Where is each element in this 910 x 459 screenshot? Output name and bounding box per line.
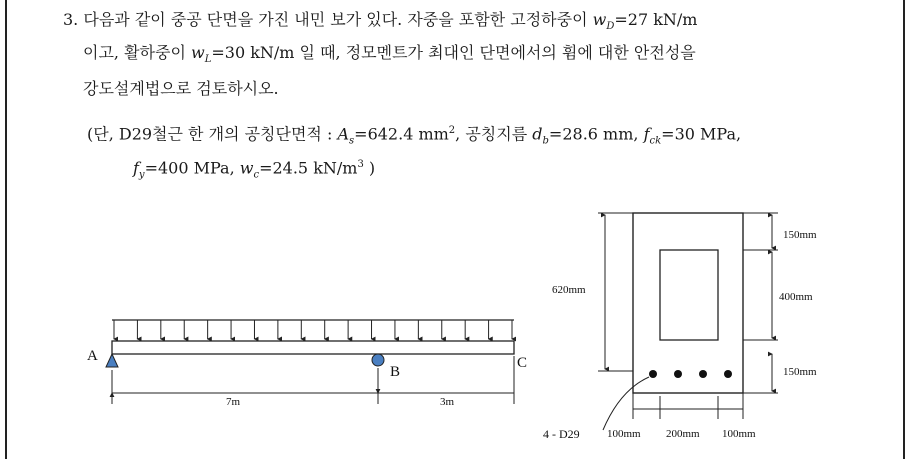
as-superscript: 2: [448, 125, 456, 136]
fy-symbol: f: [133, 158, 139, 178]
wl-value: =30 kN/m 일 때, 정모멘트가 최대인 단면에서의 휨에 대한 안전성을: [211, 43, 696, 62]
rebar-4: [724, 370, 732, 378]
wd-value: =27 kN/m: [614, 10, 698, 29]
condition-open: (단, D29철근 한 개의 공칭단면적 :: [87, 124, 333, 144]
as-subscript: s: [349, 135, 355, 147]
dim-bottom-label-left: 100mm: [607, 428, 641, 440]
beam-body: [112, 341, 514, 354]
rebar-2: [674, 370, 682, 378]
wd-subscript: D: [606, 21, 615, 33]
db-symbol: d: [532, 124, 543, 144]
rebar-3: [699, 370, 707, 378]
wc-symbol: w: [239, 158, 254, 178]
wl-symbol: w: [191, 43, 205, 62]
as-symbol: A: [337, 124, 350, 144]
problem-text-2: 이고, 활하중이: [83, 43, 186, 62]
wc-subscript: c: [253, 169, 260, 181]
db-value: =28.6 mm,: [548, 124, 639, 144]
label-support-b: B: [390, 364, 401, 380]
roller-support-b: [372, 354, 384, 366]
fy-value: =400 MPa,: [144, 158, 235, 178]
label-end-c: C: [517, 355, 528, 371]
rebar-label: 4 - D29: [543, 427, 580, 441]
problem-text-3: 강도설계법으로 검토하시오.: [83, 79, 279, 98]
dim-right-label-top: 150mm: [783, 229, 817, 241]
wc-superscript: 3: [357, 159, 364, 170]
dim-label-ab: 7m: [226, 396, 241, 408]
dim-label-bc: 3m: [440, 396, 455, 408]
distributed-load-arrows: [114, 320, 512, 339]
wd-symbol: w: [592, 10, 607, 29]
fck-subscript: ck: [649, 135, 662, 147]
problem-number: 3.: [63, 10, 79, 29]
rebar-1: [649, 370, 657, 378]
as-value: =642.4 mm: [354, 124, 449, 144]
pin-support-a: [106, 354, 118, 367]
dim-right-label-mid: 400mm: [779, 291, 813, 303]
problem-text-1: 다음과 같이 중공 단면을 가진 내민 보가 있다. 자중을 포함한 고정하중이: [83, 10, 588, 29]
dim-height-label: 620mm: [552, 284, 586, 296]
condition-close: ): [368, 158, 376, 178]
label-support-a: A: [87, 348, 98, 364]
dim-bottom-label-mid: 200mm: [666, 428, 700, 440]
dim-right-label-bot: 150mm: [783, 366, 817, 378]
wc-value: =24.5 kN/m: [259, 158, 358, 178]
wl-subscript: L: [204, 54, 212, 66]
fy-subscript: y: [138, 169, 145, 181]
dim-bottom-label-right: 100mm: [722, 428, 756, 440]
fck-value: =30 MPa,: [661, 124, 742, 144]
db-prefix: , 공칭지름: [455, 124, 528, 144]
fck-symbol: f: [643, 124, 650, 144]
section-hollow: [660, 250, 718, 340]
db-subscript: b: [542, 135, 549, 147]
